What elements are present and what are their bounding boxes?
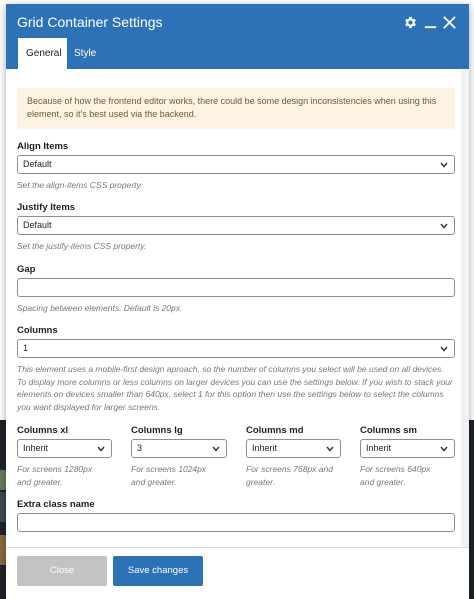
notice-box: Because of how the frontend editor works, there could be some design inconsistencies when using this element, so it's best used via the backend. [17,88,455,129]
columns-sm-help-line: For screens 640px [360,464,431,474]
columns-sm-value: Inherit [366,443,392,453]
columns-xl-select[interactable] [17,439,112,458]
settings-form [6,69,461,547]
justify-items-select[interactable] [17,216,455,235]
minimize-icon[interactable] [422,14,438,30]
columns-sm-help [360,463,430,488]
columns-md-help [246,463,333,488]
justify-items-label: Justify Items [17,202,76,213]
modal-body [6,69,469,547]
close-icon[interactable] [441,14,457,30]
gear-icon[interactable] [402,14,418,30]
chevron-down-icon [439,160,449,170]
chevron-down-icon [211,444,221,454]
chevron-down-icon [96,444,106,454]
save-changes-button[interactable]: Save changes [113,556,203,586]
columns-md-select[interactable] [246,439,341,458]
columns-xl-value: Inherit [23,443,49,453]
gap-help: Spacing between elements. Default is 20px. [17,303,183,313]
chevron-down-icon [439,221,449,231]
gap-input[interactable] [17,278,455,297]
columns-select[interactable] [17,339,455,358]
columns-xl-label: Columns xl [17,425,69,436]
columns-md-help-line: greater. [246,476,275,487]
align-items-select[interactable] [17,155,455,174]
align-items-label: Align Items [17,141,69,152]
settings-modal [6,4,469,599]
columns-md-help-line: For screens 768px and [246,464,333,474]
columns-lg-help [131,463,206,488]
extra-class-input[interactable] [17,513,455,532]
chevron-down-icon [439,444,449,454]
columns-lg-label: Columns lg [131,425,183,436]
extra-class-label: Extra class name [17,499,95,510]
tab-style[interactable]: Style [74,48,97,59]
columns-sm-help-line: and greater. [360,476,406,487]
modal-title: Grid Container Settings [17,14,163,30]
align-items-help: Set the align-items CSS property. [17,180,143,190]
columns-md-value: Inherit [252,443,278,453]
scrollbar[interactable] [461,69,469,547]
gap-label: Gap [17,264,36,275]
columns-value: 1 [23,343,29,353]
chevron-down-icon [439,344,449,354]
columns-help: This element uses a mobile-first design aproach, so the number of columns you select will be used on all devices. To display more columns or less columns on larger devices you can use the settings below. If you wish to stack your elements on devices smaller than 640px, select 1 for this option then use the settings below to select the columns you want displayed for larger screens. [17,364,453,412]
close-button[interactable]: Close [17,556,107,586]
chevron-down-icon [325,444,335,454]
modal-header [6,4,469,69]
align-items-value: Default [23,159,52,169]
tab-general[interactable]: General [18,38,67,69]
justify-items-help: Set the justify-items CSS property. [17,241,147,251]
columns-xl-help [17,463,92,488]
columns-lg-help-line: and greater. [131,476,177,487]
columns-xl-help-line: For screens 1280px [17,464,93,474]
columns-lg-select[interactable] [131,439,227,458]
justify-items-value: Default [23,220,52,230]
columns-sm-select[interactable] [360,439,455,458]
modal-footer [6,547,469,599]
columns-md-label: Columns md [246,425,304,436]
columns-label: Columns [17,325,58,336]
columns-sm-label: Columns sm [360,425,418,436]
columns-lg-help-line: For screens 1024px [131,464,207,474]
columns-xl-help-line: and greater. [17,476,63,487]
columns-lg-value: 3 [137,443,143,453]
